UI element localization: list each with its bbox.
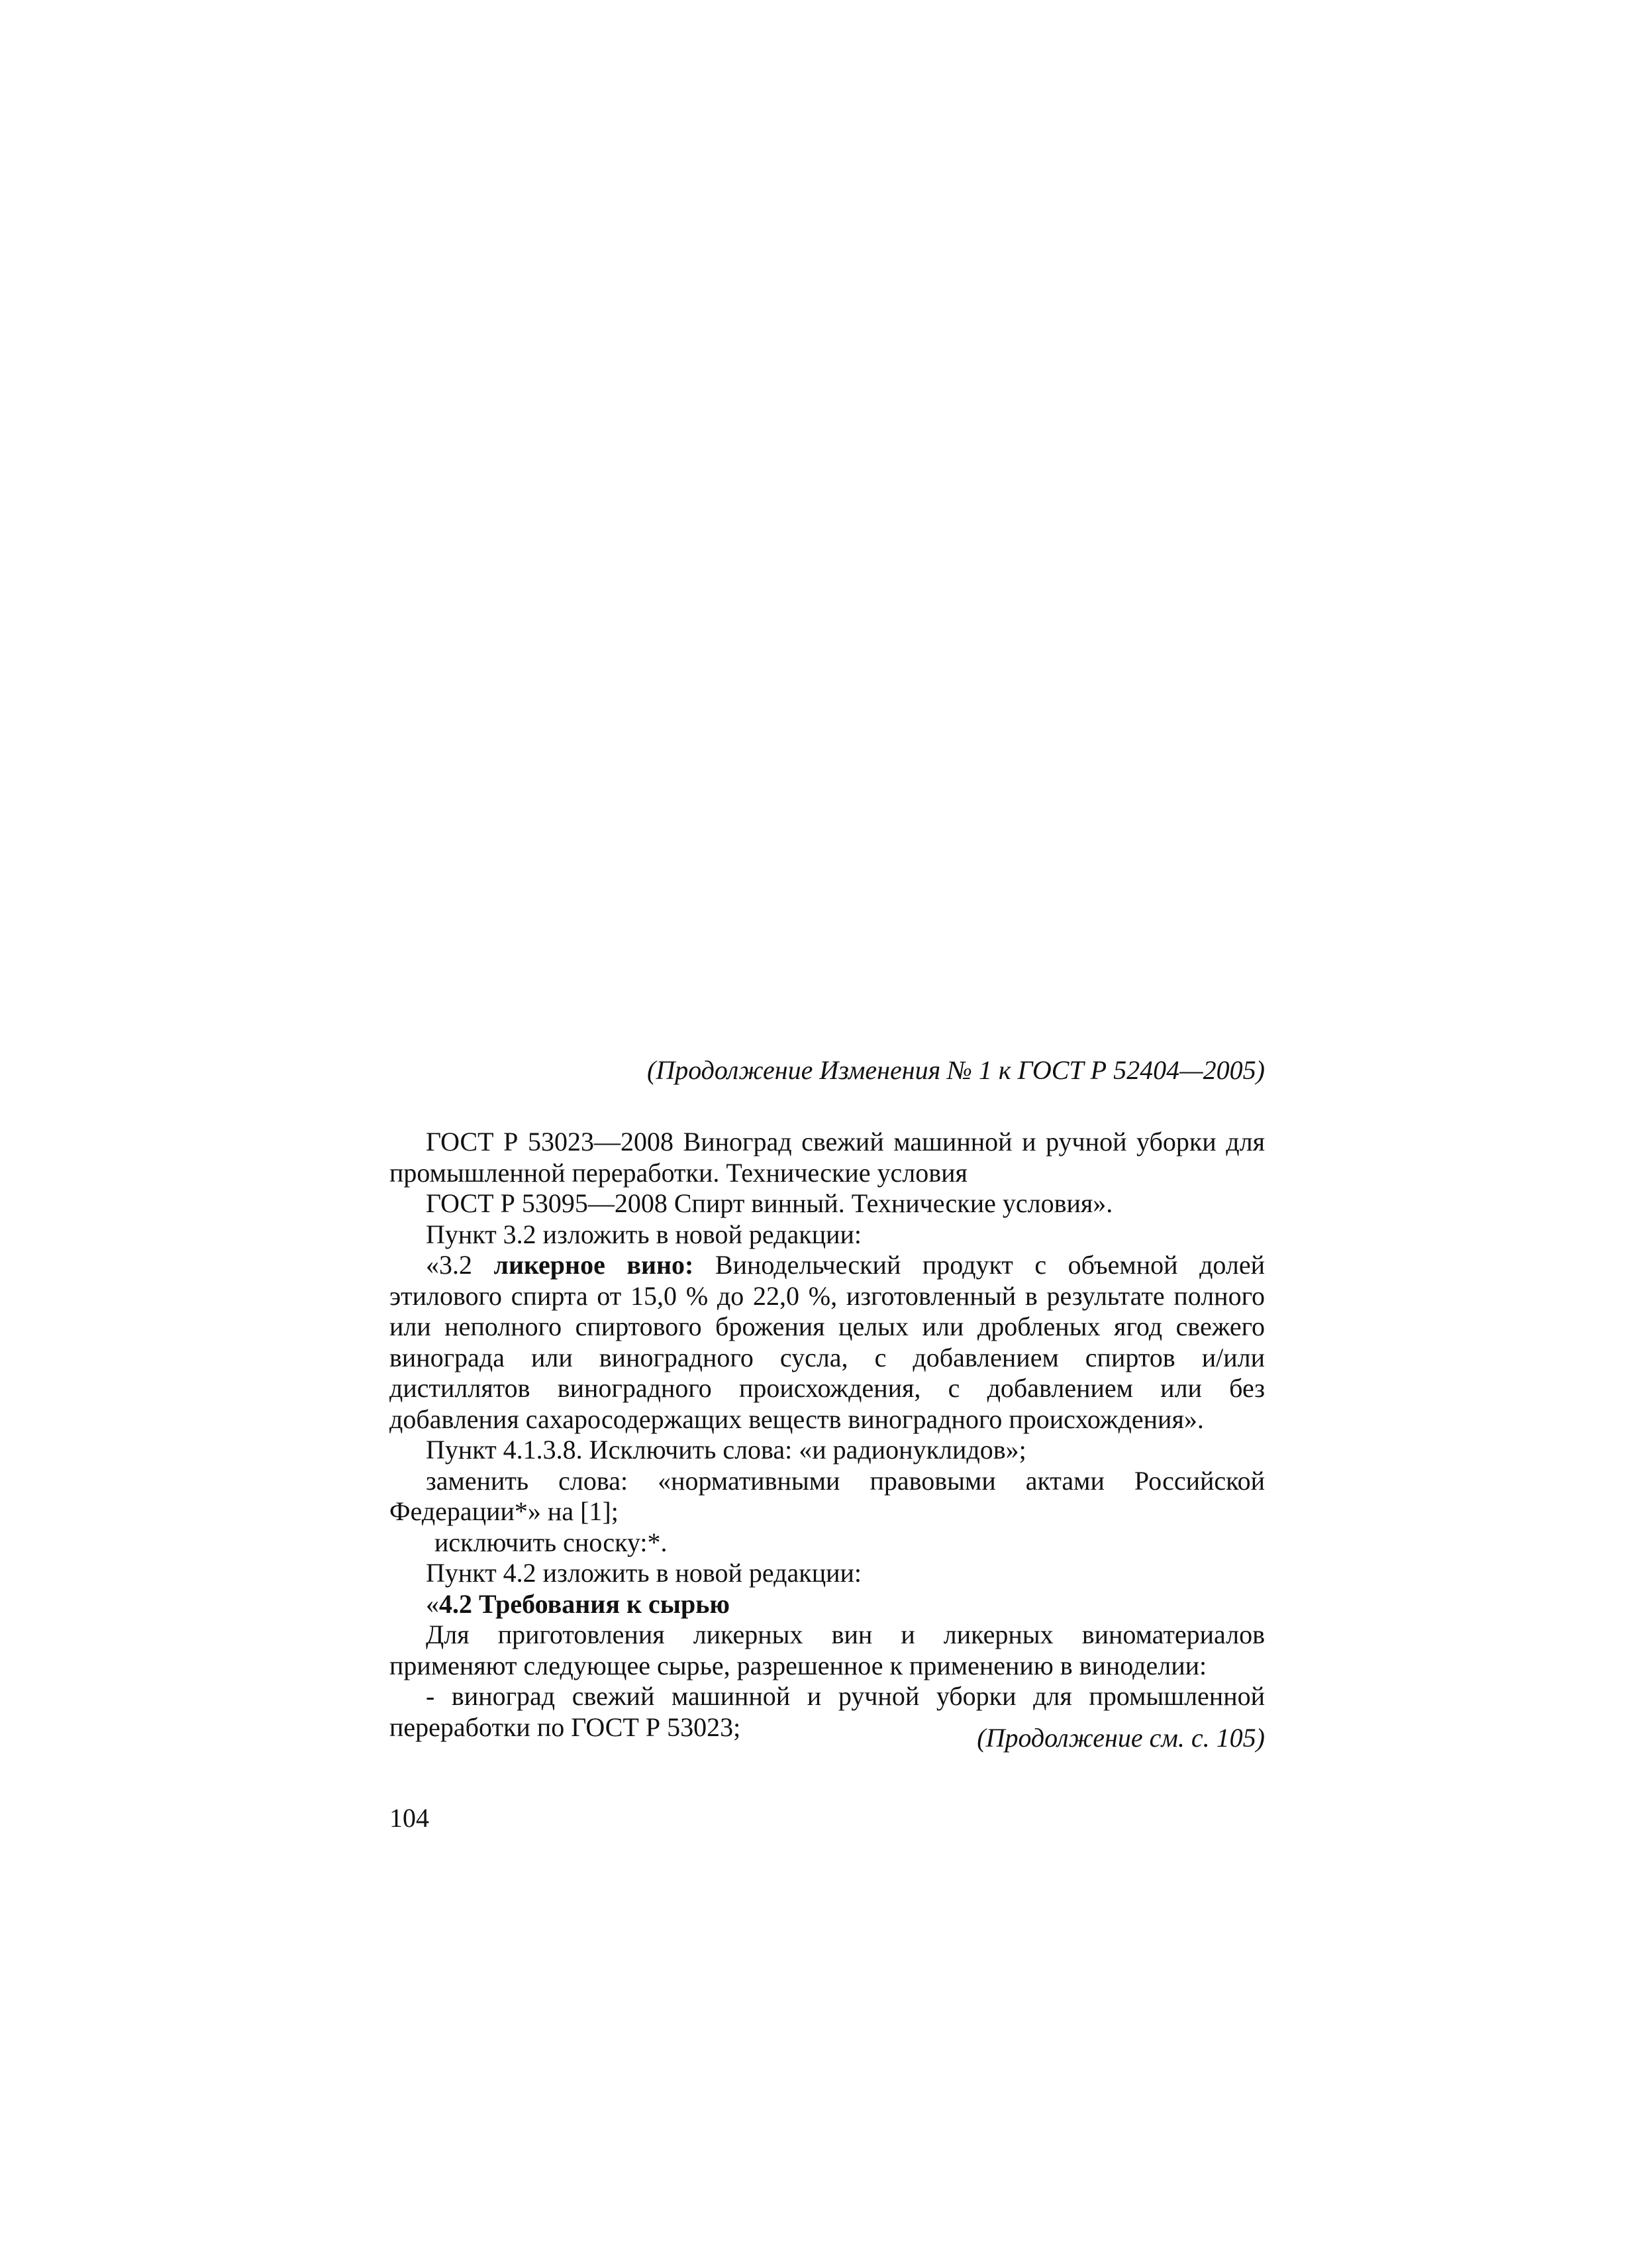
- paragraph-item-3-2: Пункт 3.2 изложить в новой редакции:: [426, 1219, 862, 1249]
- paragraph-gost-53095: ГОСТ Р 53095—2008 Спирт винный. Технические условия».: [426, 1188, 1113, 1218]
- list-item-grapes: - виноград свежий машинной и ручной уборки для промышленной переработки по ГОСТ Р 53023;: [389, 1681, 1265, 1742]
- paragraph-raw-materials: Для приготовления ликерных вин и ликерных виноматериалов применяют следующее сырье, разрешенное к применению в виноделии:: [389, 1620, 1265, 1680]
- paragraph-liqueur-wine-definition: [389, 1250, 1265, 1435]
- term-liqueur-wine: ликерное вино:: [493, 1250, 694, 1280]
- heading-raw-materials: 4.2 Требования к сырью: [439, 1588, 730, 1619]
- paragraph-item-4-1-3-8: Пункт 4.1.3.8. Исключить слова: «и радионуклидов»;: [426, 1435, 1026, 1465]
- quote-open: «3.2: [426, 1250, 494, 1280]
- body-text: [389, 1127, 1265, 1743]
- continuation-note: (Продолжение см. с. 105): [977, 1723, 1265, 1753]
- section-heading-4-2: [389, 1589, 1265, 1620]
- definition-text: Винодельческий продукт с объемной долей этилового спирта от 15,0 % до 22,0 %, изготовленный в результате полного или неполного спиртового брожения целых или дробленых ягод свежего винограда или виноградного сусла, с добавлением спиртов и/или дистиллятов виноградного происхождения, с добавлением или без добавления сахаросодержащих веществ виноградного происхождения».: [389, 1250, 1266, 1434]
- quote-open: «: [426, 1588, 439, 1619]
- running-header: (Продолжение Изменения № 1 к ГОСТ Р 52404—2005): [647, 1055, 1265, 1085]
- paragraph-item-4-2: Пункт 4.2 изложить в новой редакции:: [426, 1558, 862, 1588]
- paragraph-gost-53023: ГОСТ Р 53023—2008 Виноград свежий машинной и ручной уборки для промышленной переработки. Технические условия: [389, 1127, 1265, 1188]
- paragraph-exclude-footnote: исключить сноску:*.: [434, 1527, 668, 1557]
- paragraph-replace-words: заменить слова: «нормативными правовыми актами Российской Федерации*» на [1];: [389, 1465, 1265, 1526]
- page-number: 104: [389, 1803, 429, 1833]
